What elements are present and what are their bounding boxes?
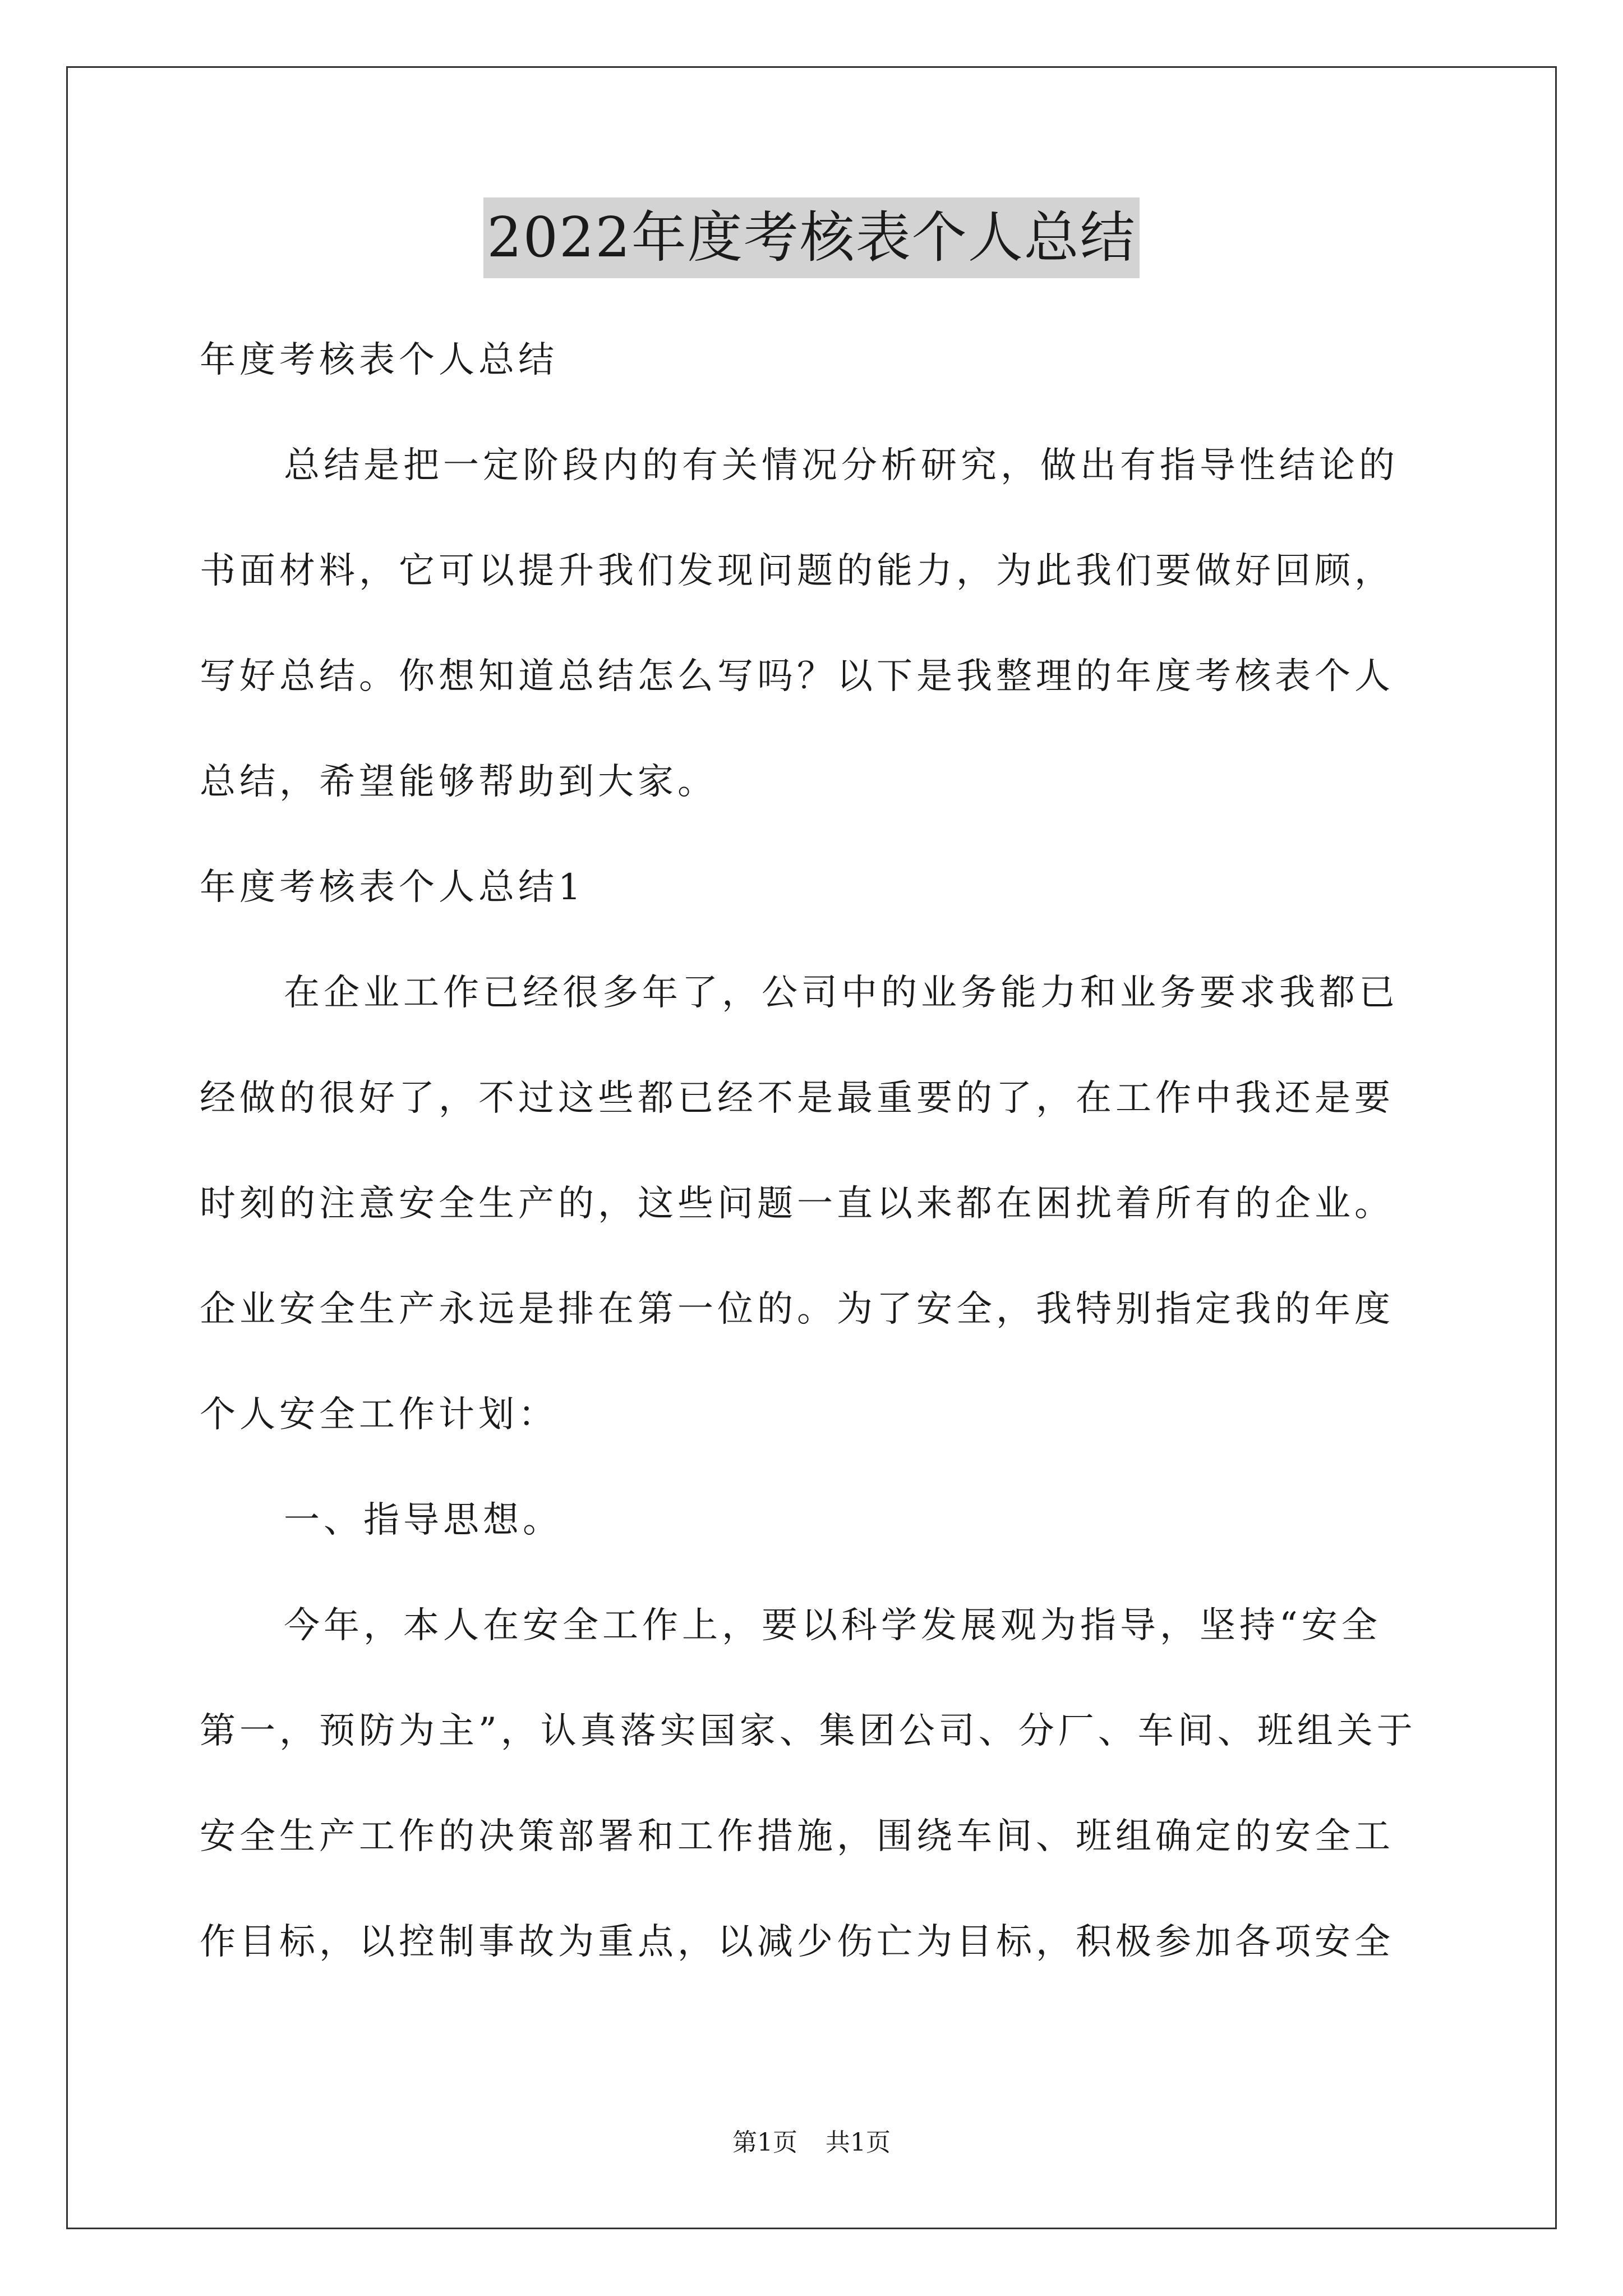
title-container — [0, 197, 1623, 278]
body-line: 第一，预防为主”，认真落实国家、集团公司、分厂、车间、班组关于 — [200, 1710, 1417, 1752]
document-title: 2022年度考核表个人总结 — [483, 197, 1139, 278]
page-footer — [0, 2126, 1623, 2160]
body-line: 总结，希望能够帮助到大家。 — [200, 761, 717, 803]
body-line: 经做的很好了，不过这些都已经不是最重要的了，在工作中我还是要 — [200, 1078, 1394, 1119]
body-line: 书面材料，它可以提升我们发现问题的能力，为此我们要做好回顾， — [200, 550, 1394, 592]
body-line: 企业安全生产永远是排在第一位的。为了安全，我特别指定我的年度 — [200, 1289, 1394, 1330]
body-line: 总结是把一定阶段内的有关情况分析研究，做出有指导性结论的 — [284, 445, 1399, 486]
body-line: 个人安全工作计划： — [200, 1394, 558, 1435]
body-line: 在企业工作已经很多年了，公司中的业务能力和业务要求我都已 — [284, 972, 1399, 1014]
body-line: 写好总结。你想知道总结怎么写吗？以下是我整理的年度考核表个人 — [200, 656, 1394, 697]
page-number-total: 共1页 — [826, 2128, 891, 2157]
body-line: 今年，本人在安全工作上，要以科学发展观为指导，坚持“安全 — [284, 1605, 1381, 1646]
body-line: 年度考核表个人总结 — [200, 339, 558, 381]
body-line: 安全生产工作的决策部署和工作措施，围绕车间、班组确定的安全工 — [200, 1816, 1394, 1857]
section-heading: 年度考核表个人总结1 — [200, 867, 585, 908]
page-number-current: 第1页 — [732, 2128, 797, 2157]
subsection-heading: 一、指导思想。 — [284, 1499, 562, 1541]
document-body — [200, 307, 1428, 1995]
body-line: 时刻的注意安全生产的，这些问题一直以来都在困扰着所有的企业。 — [200, 1183, 1394, 1225]
body-line: 作目标，以控制事故为重点，以减少伤亡为目标，积极参加各项安全 — [200, 1921, 1394, 1963]
